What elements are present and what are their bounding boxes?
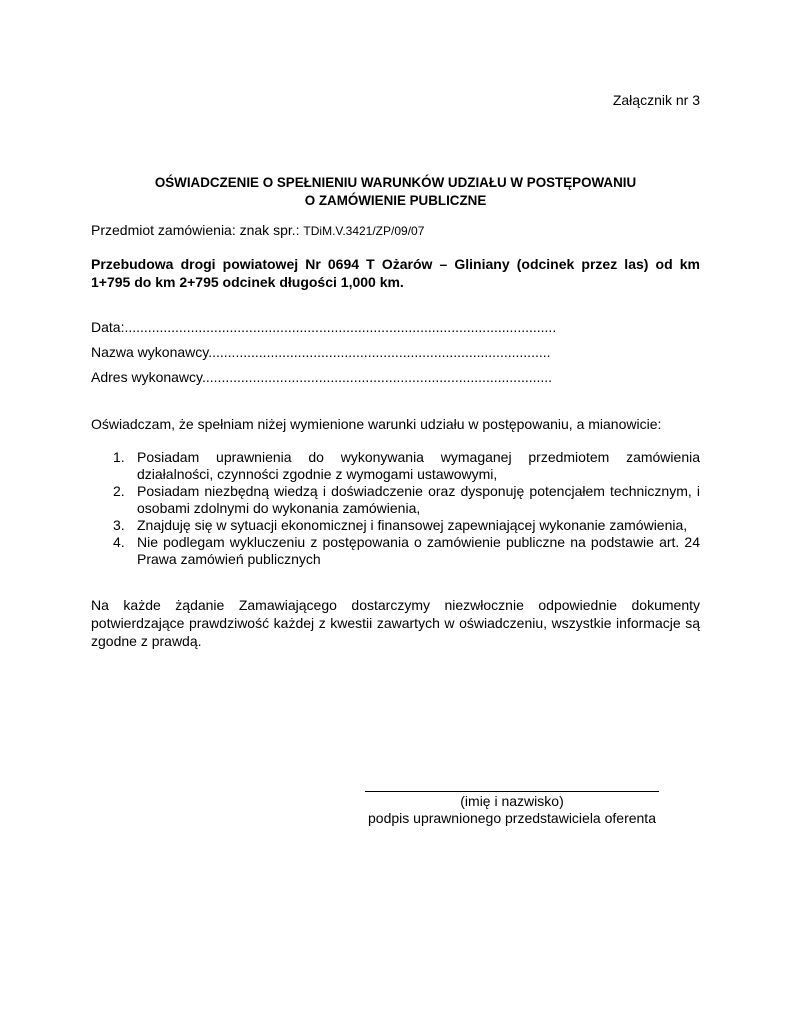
order-subject-label: Przedmiot zamówienia: znak spr.: xyxy=(91,222,304,238)
investment-description: Przebudowa drogi powiatowej Nr 0694 T Ożarów – Gliniany (odcinek przez las) od km 1+795 do km 2+795 odcinek długości 1,000 km. xyxy=(91,256,700,290)
list-item-number: 2. xyxy=(113,483,125,499)
signature-line xyxy=(365,791,659,792)
contractor-name-field: Nazwa wykonawcy........................................................................................ xyxy=(91,344,551,360)
list-item xyxy=(91,483,700,517)
list-item xyxy=(91,534,700,568)
list-item-text: Znajduję się w sytuacji ekonomicznej i finansowej zapewniającej wykonanie zamówienia, xyxy=(137,517,688,533)
list-item-number: 3. xyxy=(113,517,125,533)
title-line-2: O ZAMÓWIENIE PUBLICZNE xyxy=(304,193,487,208)
order-subject xyxy=(91,222,424,238)
signature-name-caption: (imię i nazwisko) xyxy=(460,793,564,809)
list-item-number: 1. xyxy=(113,449,125,465)
signature-role-caption: podpis uprawnionego przedstawiciela oferenta xyxy=(368,810,656,826)
document-title xyxy=(91,174,700,210)
conditions-list xyxy=(91,449,700,568)
list-item-number: 4. xyxy=(113,534,125,550)
contractor-address-field: Adres wykonawcy.......................................................................................... xyxy=(91,369,553,385)
list-item-text: Posiadam niezbędną wiedzą i doświadczenie oraz dysponuję potencjałem technicznym, i osobami zdolnymi do wykonania zamówienia, xyxy=(137,483,700,516)
date-field: Data:............................................................................................................... xyxy=(91,319,557,335)
list-item-text: Nie podlegam wykluczeniu z postępowania o zamówienie publiczne na podstawie art. 24 Prawa zamówień publicznych xyxy=(137,534,700,567)
list-item-text: Posiadam uprawnienia do wykonywania wymaganej przedmiotem zamówienia działalności, czynności zgodnie z wymogami ustawowymi, xyxy=(137,449,700,482)
case-reference-code: TDiM.V.3421/ZP/09/07 xyxy=(303,224,425,238)
closing-statement: Na każde żądanie Zamawiającego dostarczymy niezwłocznie odpowiednie dokumenty potwierdzające prawdziwość każdej z kwestii zawartych w oświadczeniu, wszystkie informacje są zgodne z prawdą. xyxy=(91,597,700,649)
title-line-1: OŚWIADCZENIE O SPEŁNIENIU WARUNKÓW UDZIAŁU W POSTĘPOWANIU xyxy=(154,175,637,190)
declaration-intro: Oświadczam, że spełniam niżej wymienione warunki udziału w postępowaniu, a mianowicie: xyxy=(91,416,662,432)
list-item xyxy=(91,449,700,483)
list-item xyxy=(91,517,700,534)
annex-label: Załącznik nr 3 xyxy=(612,92,700,108)
